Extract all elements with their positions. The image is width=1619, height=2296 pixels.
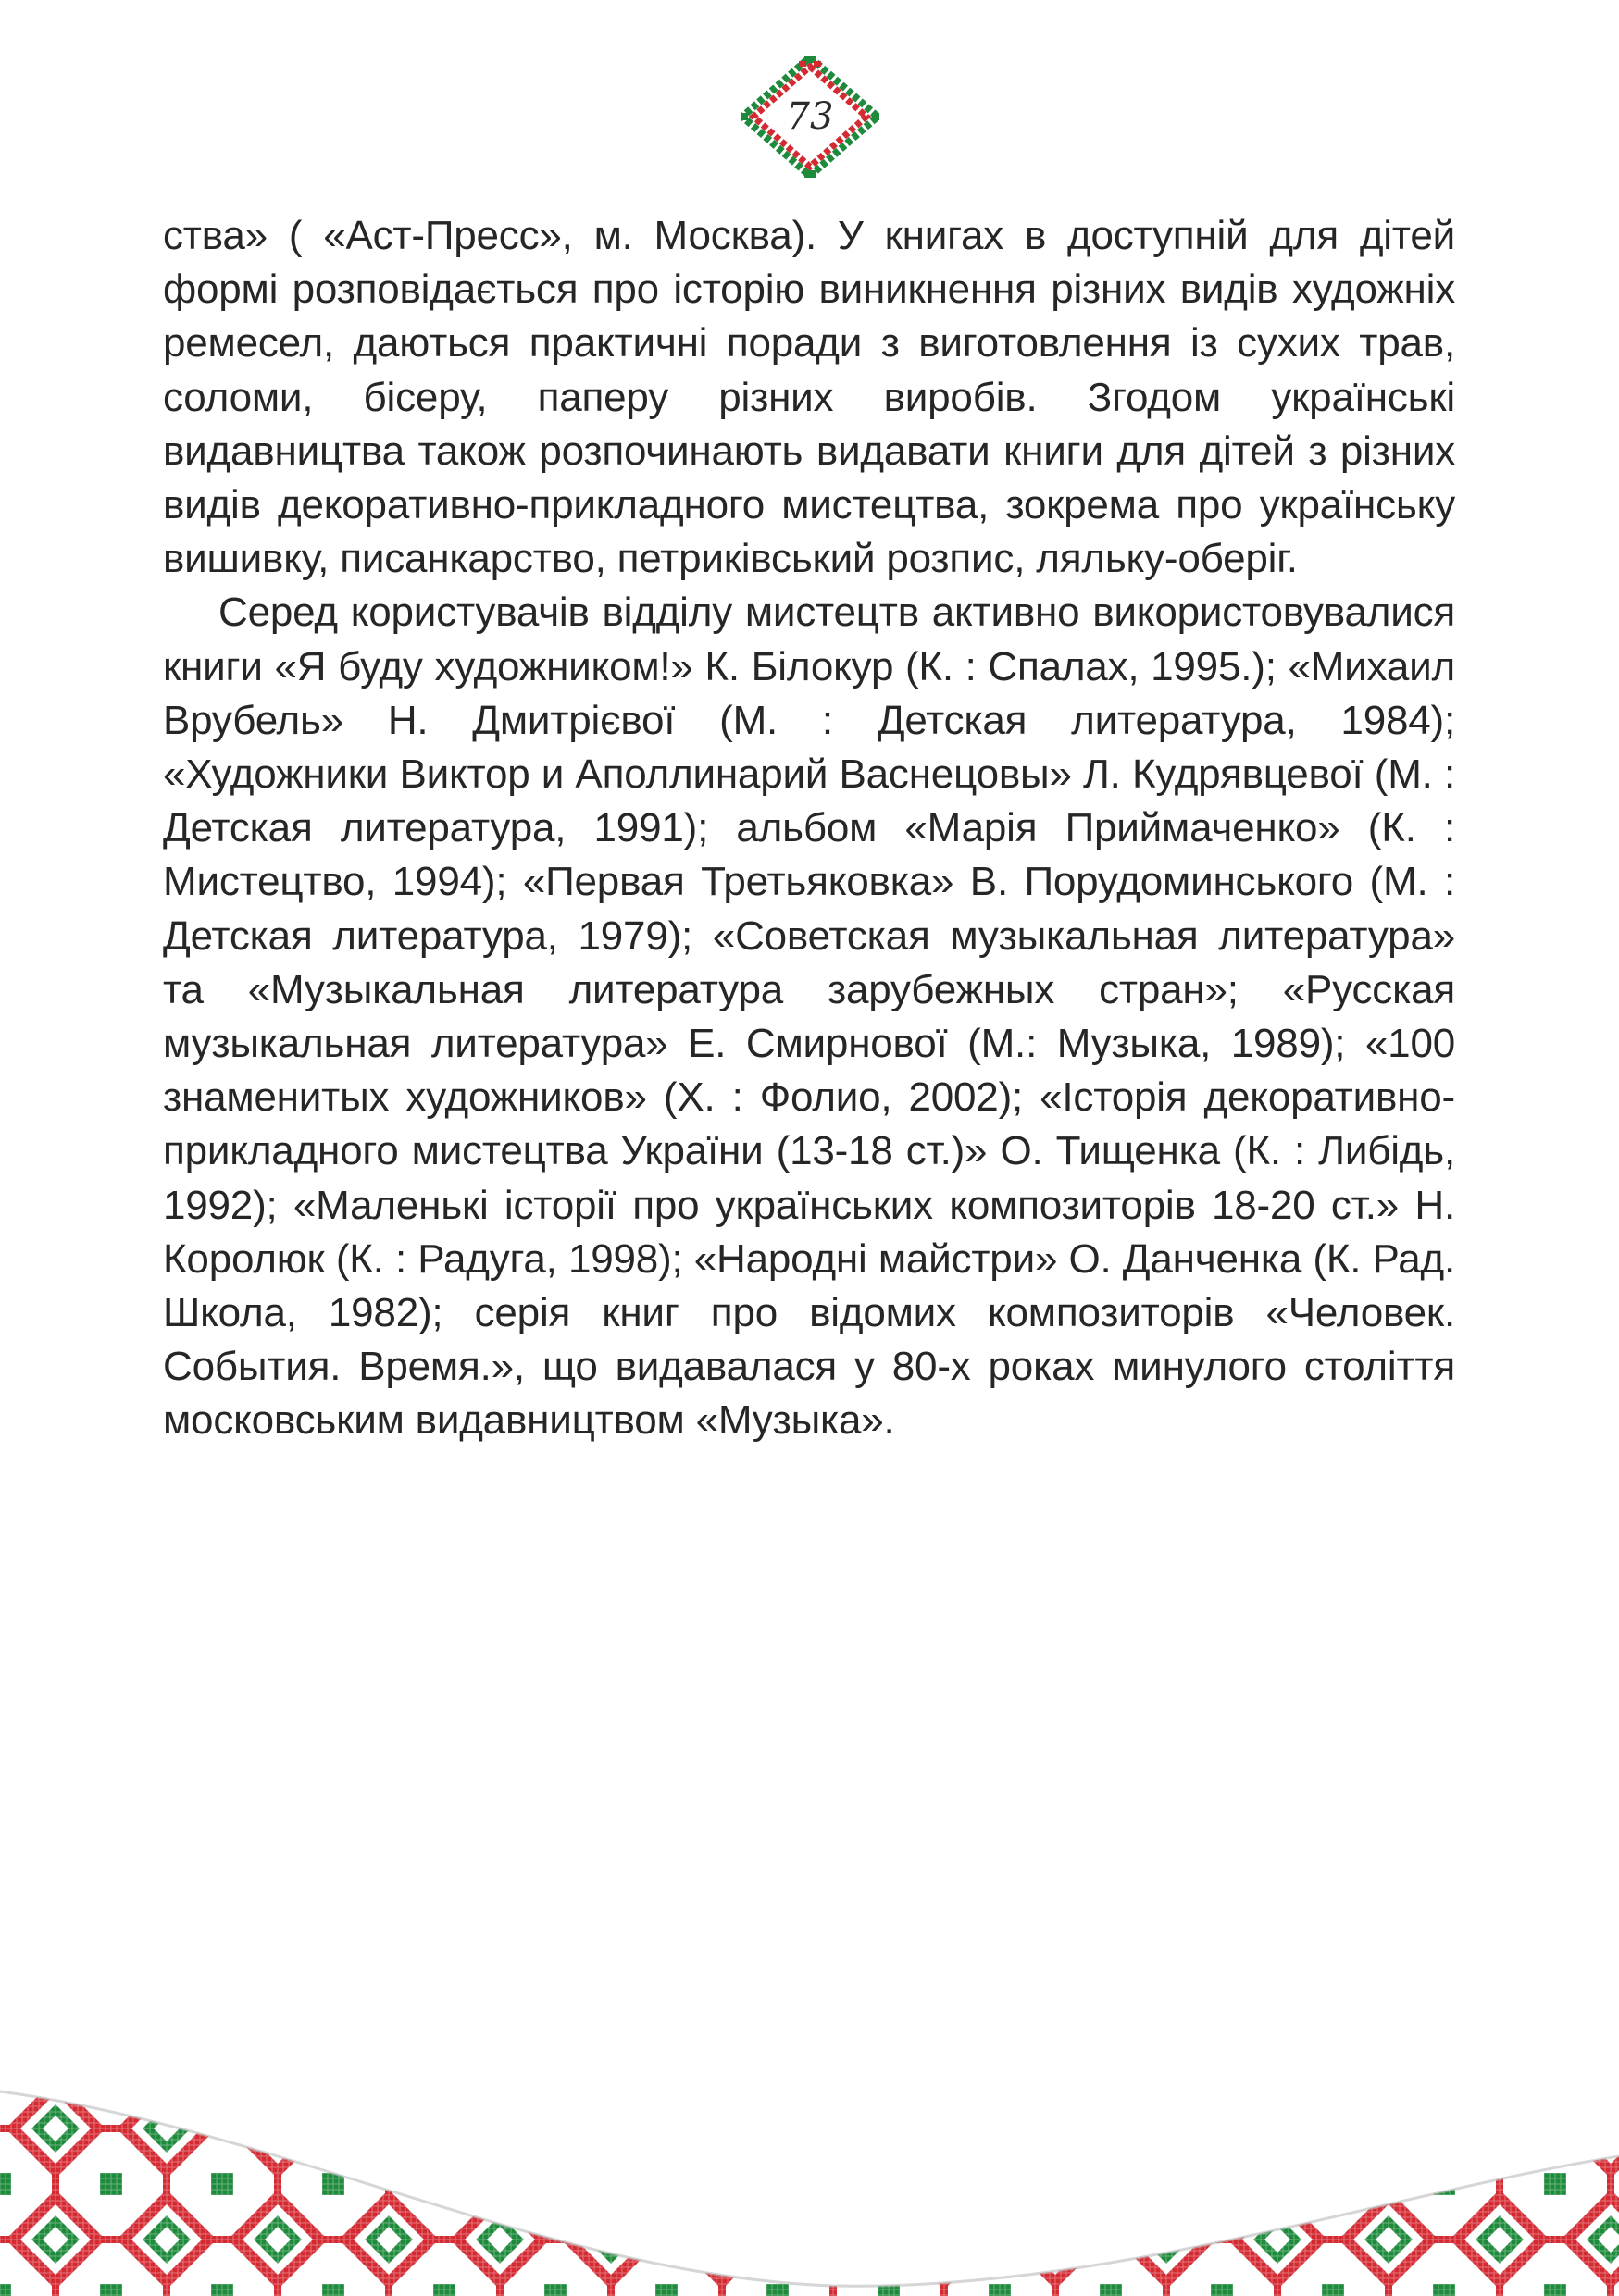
paragraph-2: Серед користувачів відділу мистецтв активно використовувалися книги «Я буду художником!» К. Білокур (К. : Спалах, 1995.); «Михаил Врубель» Н. Дмитрієвої (М. : Детская литература, 1984); «Художники Виктор и Аполлинарий Васнецовы» Л. Кудрявцевої (М. : Детская литература, 1991); альбом «Марія Приймаченко» (К. : Мистецтво, 1994); «Первая Третьяковка» В. Порудоминського (М. : Детская литература, 1979); «Советская музыкальная литература» та «Музыкальная литература зарубежных стран»; «Русская музыкальная литература» Е. Смирнової (М.: Музыка, 1989); «100 знаменитых художников» (Х. : Фолио, 2002); «Історія декоративно-прикладного мистецтва України (13-18 ст.)» О. Тищенка (К. : Либідь, 1992); «Маленькі історії про українських композиторів 18-20 ст.» Н. Королюк (К. : Радуга, 1998); «Народні майстри» О. Данченка (К. Рад. Школа, 1982); серія книг про відомих композиторів «Человек. События. Время.», що видавалася у 80-х роках минулого століття московським видавництвом «Музыка».	[163, 590, 1455, 1444]
page-number: 73	[786, 95, 834, 138]
body-text	[163, 209, 1455, 1448]
embroidery-ornament-footer	[0, 2073, 1619, 2296]
paragraph-1: ства» ( «Аст-Пресс», м. Москва). У книгах в доступній для дітей формі розповідається про історію виникнення різних видів художніх ремесел, даються практичні поради з виготовлення із сухих трав, соломи, бісеру, паперу різних виробів. Згодом українські видавництва також розпочинають видавати книги для дітей з різних видів декоративно-прикладного мистецтва, зокрема про українську вишивку, писанкарство, петриківський розпис, ляльку-оберіг.	[163, 213, 1455, 582]
